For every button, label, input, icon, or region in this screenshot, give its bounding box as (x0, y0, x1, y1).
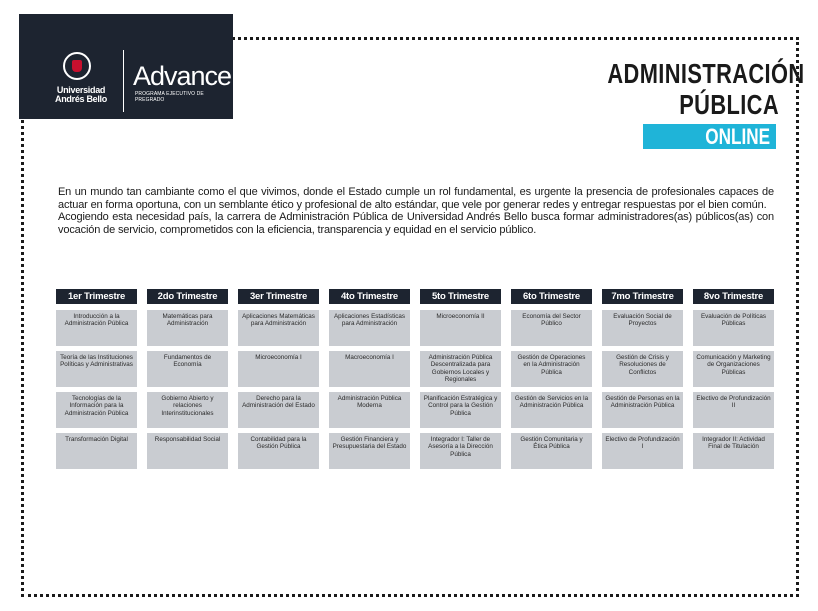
course-cell: Derecho para la Administración del Estado (238, 392, 319, 428)
course-cell: Electivo de Profundización II (693, 392, 774, 428)
course-cell: Administración Pública Descentralizada para Gobiernos Locales y Regionales (420, 351, 501, 387)
logo-divider (123, 50, 124, 112)
university-name (45, 86, 117, 104)
course-cell: Integrador II: Actividad Final de Titulación (693, 433, 774, 469)
course-cell: Electivo de Profundización I (602, 433, 683, 469)
course-cell: Gobierno Abierto y relaciones Interinstitucionales (147, 392, 228, 428)
program-title-line2: PÚBLICA (679, 89, 779, 120)
crest-emblem (72, 60, 82, 72)
term-column (693, 289, 774, 474)
term-header: 3er Trimestre (238, 289, 319, 304)
modality-label: ONLINE (705, 124, 770, 149)
course-cell: Integrador I: Taller de Asesoría a la Dirección Pública (420, 433, 501, 469)
description-paragraph-2: Acogiendo esta necesidad país, la carrera de Administración Pública de Universidad Andrés Bello busca formar administradores(as) públicos(as) con vocación de servicio, comprometidos con la eficiencia, transparencia y equidad en el servicio público. (58, 211, 774, 236)
program-title (607, 58, 805, 120)
course-cell: Gestión de Crisis y Resoluciones de Conflictos (602, 351, 683, 387)
university-logo-block (19, 14, 233, 119)
term-header: 4to Trimestre (329, 289, 410, 304)
course-cell: Gestión de Servicios en la Administración Pública (511, 392, 592, 428)
course-cell: Evaluación Social de Proyectos (602, 310, 683, 346)
term-header: 8vo Trimestre (693, 289, 774, 304)
university-name-line2: Andrés Bello (55, 94, 107, 104)
term-column (602, 289, 683, 474)
course-cell: Gestión de Personas en la Administración Pública (602, 392, 683, 428)
course-cell: Gestión de Operaciones en la Administración Pública (511, 351, 592, 387)
course-cell: Gestión Financiera y Presupuestaria del Estado (329, 433, 410, 469)
course-cell: Transformación Digital (56, 433, 137, 469)
term-column (420, 289, 501, 474)
program-description (58, 186, 774, 236)
modality-badge (643, 124, 776, 149)
term-header: 6to Trimestre (511, 289, 592, 304)
course-cell: Matemáticas para Administración (147, 310, 228, 346)
advance-brand: Advance (133, 61, 232, 91)
course-cell: Macroeconomía I (329, 351, 410, 387)
course-cell: Planificación Estratégica y Control para la Gestión Pública (420, 392, 501, 428)
term-column (147, 289, 228, 474)
course-cell: Microeconomía II (420, 310, 501, 346)
curriculum-grid (56, 289, 772, 474)
university-name-line1: Universidad (56, 85, 106, 95)
term-header: 2do Trimestre (147, 289, 228, 304)
course-cell: Aplicaciones Estadísticas para Administración (329, 310, 410, 346)
course-cell: Fundamentos de Economía (147, 351, 228, 387)
term-column (56, 289, 137, 474)
course-cell: Microeconomía I (238, 351, 319, 387)
course-cell: Teoría de las Instituciones Políticas y Administrativas (56, 351, 137, 387)
university-crest-icon (63, 52, 91, 80)
course-cell: Economía del Sector Público (511, 310, 592, 346)
term-header: 1er Trimestre (56, 289, 137, 304)
term-column (329, 289, 410, 474)
course-cell: Tecnologías de la Información para la Administración Pública (56, 392, 137, 428)
course-cell: Aplicaciones Matemáticas para Administración (238, 310, 319, 346)
course-cell: Gestión Comunitaria y Ética Pública (511, 433, 592, 469)
term-header: 5to Trimestre (420, 289, 501, 304)
description-paragraph-1: En un mundo tan cambiante como el que vivimos, donde el Estado cumple un rol fundamental, es urgente la presencia de profesionales capaces de actuar en forma oportuna, con un semblante ético y profesional de alto estándar, que vele por generar redes y entregar respuestas por el bien común. (58, 186, 774, 211)
course-cell: Evaluación de Políticas Públicas (693, 310, 774, 346)
course-cell: Introducción a la Administración Pública (56, 310, 137, 346)
term-header: 7mo Trimestre (602, 289, 683, 304)
term-column (238, 289, 319, 474)
course-cell: Administración Pública Moderna (329, 392, 410, 428)
program-title-line1: ADMINISTRACIÓN (607, 58, 805, 89)
course-cell: Contabilidad para la Gestión Pública (238, 433, 319, 469)
advance-brand-subtitle: PROGRAMA EJECUTIVO DE PREGRADO (135, 91, 204, 103)
course-cell: Comunicación y Marketing de Organizaciones Públicas (693, 351, 774, 387)
term-column (511, 289, 592, 474)
course-cell: Responsabilidad Social (147, 433, 228, 469)
